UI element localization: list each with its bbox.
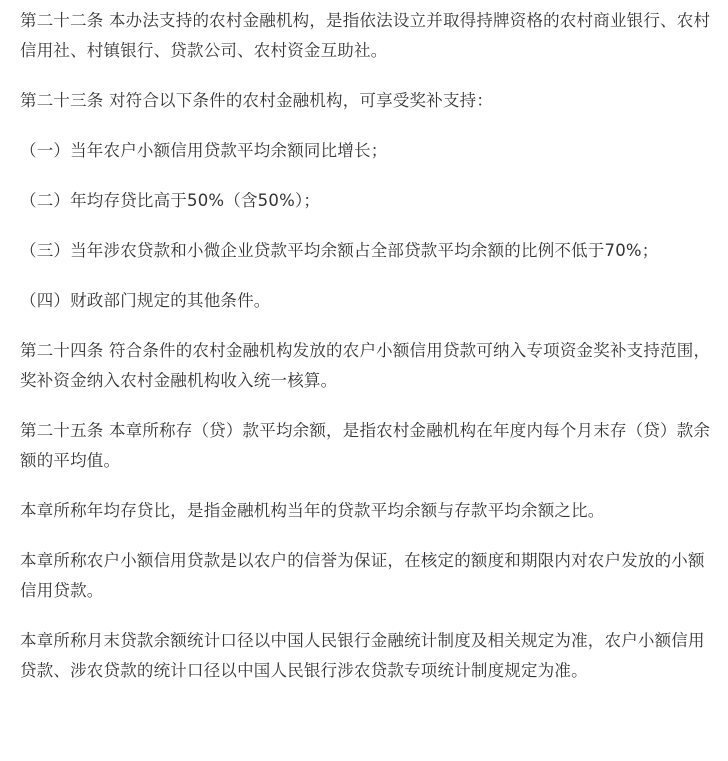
- condition-1: （一）当年农户小额信用贷款平均余额同比增长；: [20, 141, 388, 160]
- condition-2: （二）年均存贷比高于50%（含50%）；: [20, 191, 321, 210]
- condition-4: （四）财政部门规定的其他条件。: [20, 291, 271, 310]
- article-24: 第二十四条 符合条件的农村金融机构发放的农户小额信用贷款可纳入专项资金奖补支持范围，奖补资金纳入农村金融机构收入统一核算。: [20, 341, 711, 390]
- article-23: 第二十三条 对符合以下条件的农村金融机构，可享受奖补支持：: [20, 91, 494, 110]
- condition-3: （三）当年涉农贷款和小微企业贷款平均余额占全部贷款平均余额的比例不低于70%；: [20, 241, 659, 260]
- definition-statistics-scope: 本章所称月末贷款余额统计口径以中国人民银行金融统计制度及相关规定为准，农户小额信用贷款、涉农贷款的统计口径以中国人民银行涉农贷款专项统计制度规定为准。: [20, 631, 705, 680]
- definition-microcredit: 本章所称农户小额信用贷款是以农户的信誉为保证，在核定的额度和期限内对农户发放的小额信用贷款。: [20, 551, 705, 600]
- article-22: 第二十二条 本办法支持的农村金融机构，是指依法设立并取得持牌资格的农村商业银行、农村信用社、村镇银行、贷款公司、农村资金互助社。: [20, 11, 711, 60]
- article-25: 第二十五条 本章所称存（贷）款平均余额，是指农村金融机构在年度内每个月末存（贷）款余额的平均值。: [20, 421, 711, 470]
- definition-deposit-loan-ratio: 本章所称年均存贷比，是指金融机构当年的贷款平均余额与存款平均余额之比。: [20, 501, 605, 520]
